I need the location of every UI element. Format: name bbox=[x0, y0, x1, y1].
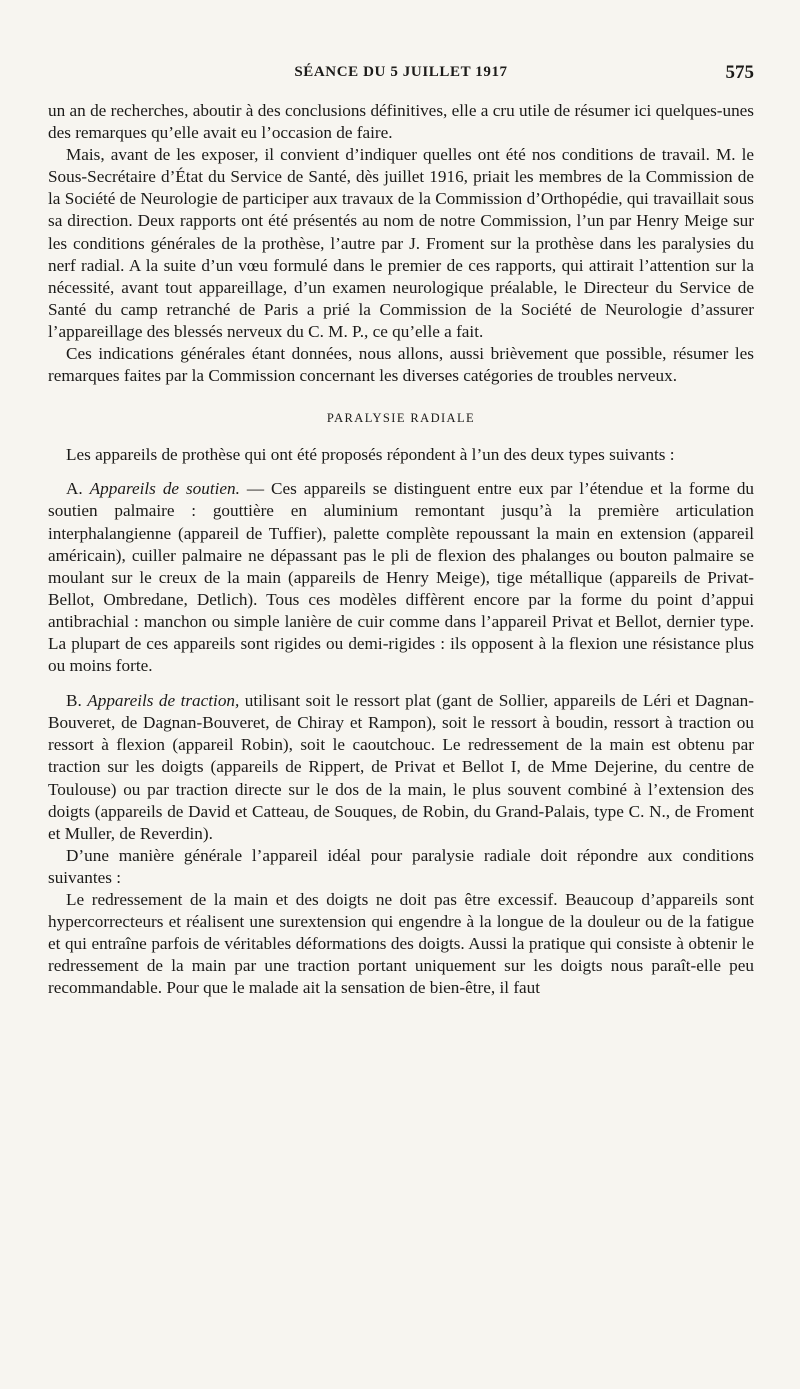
running-head-title: SÉANCE DU 5 JUILLET 1917 bbox=[294, 64, 508, 80]
item-text-b: utilisant soit le ressort plat (gant de Sollier, appareils de Léri et Dagnan-Bouveret, de Dagnan-Bouveret, de Chiray et Rampon), soit le ressort à boudin, ressort à traction ou ressort à flexion (appareil Robin), soit le caoutchouc. Le redressement de la main est obtenu par traction sur les doigts (appareils de Rippert, de Privat et Bellot I, de Mme Dejerine, du centre de Toulouse) ou par traction directe sur le dos de la main, le plus souvent combiné à l’extension des doigts (appareils de David et Catteau, de Souques, de Robin, du Grand-Palais, type C. N., de Froment et Muller, de Reverdin). bbox=[48, 691, 754, 843]
paragraph-correction: Le redressement de la main et des doigts ne doit pas être excessif. Beaucoup d’appareils sont hypercorrecteurs et réalisent une surextension qui engendre à la longue de la douleur ou de la fatigue et qui entraîne parfois de véritables déformations des doigts. Aussi la pratique qui consiste à obtenir le redressement de la main par une traction portant uniquement sur les doigts nous paraît-elle peu recommandable. Pour que le malade ait la sensation de bien-être, il faut bbox=[48, 890, 754, 998]
running-head bbox=[48, 62, 754, 86]
article-body bbox=[48, 100, 754, 999]
section-heading: PARALYSIE RADIALE bbox=[326, 411, 476, 426]
paragraph-ideal-appliance: D’une manière générale l’appareil idéal pour paralysie radiale doit répondre aux conditions suivantes : bbox=[48, 845, 754, 887]
paragraph-general-indications: Ces indications générales étant données, nous allons, aussi brièvement que possible, résumer les remarques faites par la Commission concernant les diverses catégories de troubles nerveux. bbox=[48, 344, 754, 386]
paragraph-working-conditions: Mais, avant de les exposer, il convient d’indiquer quelles ont été nos conditions de travail. M. le Sous-Secrétaire d’État du Service de Santé, dès juillet 1916, priait les membres de la Commission de la Société de Neurologie de participer aux travaux de la Commission d’Orthopédie, qui travaillait sous sa direction. Deux rapports ont été présentés au nom de notre Commission, l’un par Henry Meige sur les conditions générales de la prothèse, l’autre par J. Froment sur la prothèse dans les paralysies du nerf radial. A la suite d’un vœu formulé dans le premier de ces rapports, qui attirait l’attention sur la nécessité, avant tout appareillage, d’un examen neurologique préalable, le Directeur du Service de Santé du camp retranché de Paris a prié la Commission de la Société de Neurologie d’assurer l’appareillage des blessés nerveux du C. M. P., ce qu’elle a fait. bbox=[48, 145, 754, 341]
item-title-a: Appareils de soutien. bbox=[89, 479, 240, 499]
paragraph-support-appliances bbox=[48, 478, 754, 677]
paragraph-appliance-types: Les appareils de prothèse qui ont été proposés répondent à l’un des deux types suivants : bbox=[66, 445, 675, 465]
item-label-a: A. bbox=[66, 479, 83, 499]
paragraph-continuation: un an de recherches, aboutir à des conclusions définitives, elle a cru utile de résumer ici quelques-unes des remarques qu’elle avait eu l’occasion de faire. bbox=[48, 101, 754, 143]
item-title-b: Appareils de traction, bbox=[87, 691, 240, 711]
page-number: 575 bbox=[725, 62, 754, 83]
item-label-b: B. bbox=[66, 691, 82, 711]
item-text-a: — Ces appareils se distinguent entre eux par l’étendue et la forme du soutien palmaire : gouttière en aluminium remontant jusqu’à la première articulation interphalangienne (appareil de Tuffier), palette complète repoussant la main en extension (appareil américain), cuiller palmaire ne dépassant pas le pli de flexion des phalanges ou bouton palmaire se moulant sur le creux de la main (appareils de Henry Meige), tige métallique (appareils de Privat-Bellot, Ombredane, Detlich). Tous ces modèles diffèrent encore par la forme du point d’appui antibrachial : manchon ou simple lanière de cuir comme dans l’appareil Privat et Bellot, dernier type. La plupart de ces appareils sont rigides ou demi-rigides : ils opposent à la flexion une résistance plus ou moins forte. bbox=[48, 479, 755, 676]
paragraph-traction-appliances bbox=[48, 690, 754, 845]
